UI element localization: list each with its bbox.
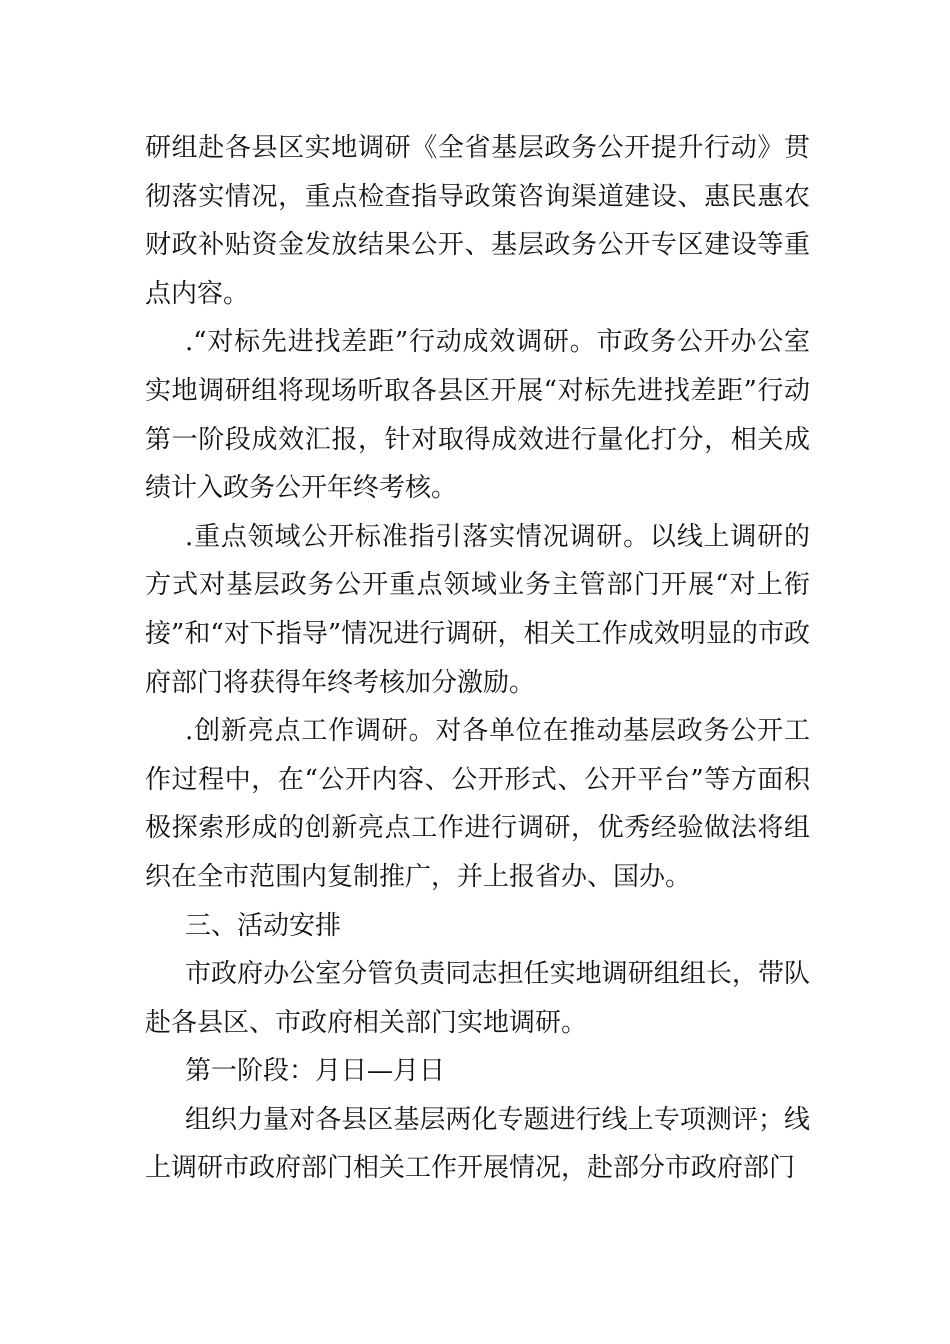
document-body [145,124,810,1193]
phase-one-heading: 第一阶段：月日—月日 [185,1056,446,1087]
section-heading-activity-arrangement: 三、活动安排 [185,910,342,941]
paragraph-benchmarking-research: .“对标先进找差距”行动成效调研。市政务公开办公室实地调研组将现场听取各县区开展“对标先进找差距”行动第一阶段成效汇报，针对取得成效进行量化打分，相关成绩计入政务公开年终考核。 [145,327,810,504]
paragraph-field-research-continuation: 研组赴各县区实地调研《全省基层政务公开提升行动》贯彻落实情况，重点检查指导政策咨询渠道建设、惠民惠农财政补贴资金发放结果公开、基层政务公开专区建设等重点内容。 [145,133,810,309]
paragraph-phase-one-tasks: 组织力量对各县区基层两化专题进行线上专项测评；线上调研市政府部门相关工作开展情况，赴部分市政府部门 [145,1104,810,1184]
paragraph-key-areas-research: .重点领域公开标准指引落实情况调研。以线上调研的方式对基层政务公开重点领域业务主管部门开展“对上衔接”和“对下指导”情况进行调研，相关工作成效明显的市政府部门将获得年终考核加分激励。 [145,521,810,698]
paragraph-innovation-research: .创新亮点工作调研。对各单位在推动基层政务公开工作过程中，在“公开内容、公开形式、公开平台”等方面积极探索形成的创新亮点工作进行调研，优秀经验做法将组织在全市范围内复制推广，并上报省办、国办。 [145,716,810,892]
paragraph-team-leader: 市政府办公室分管负责同志担任实地调研组组长，带队赴各县区、市政府相关部门实地调研。 [145,959,810,1038]
